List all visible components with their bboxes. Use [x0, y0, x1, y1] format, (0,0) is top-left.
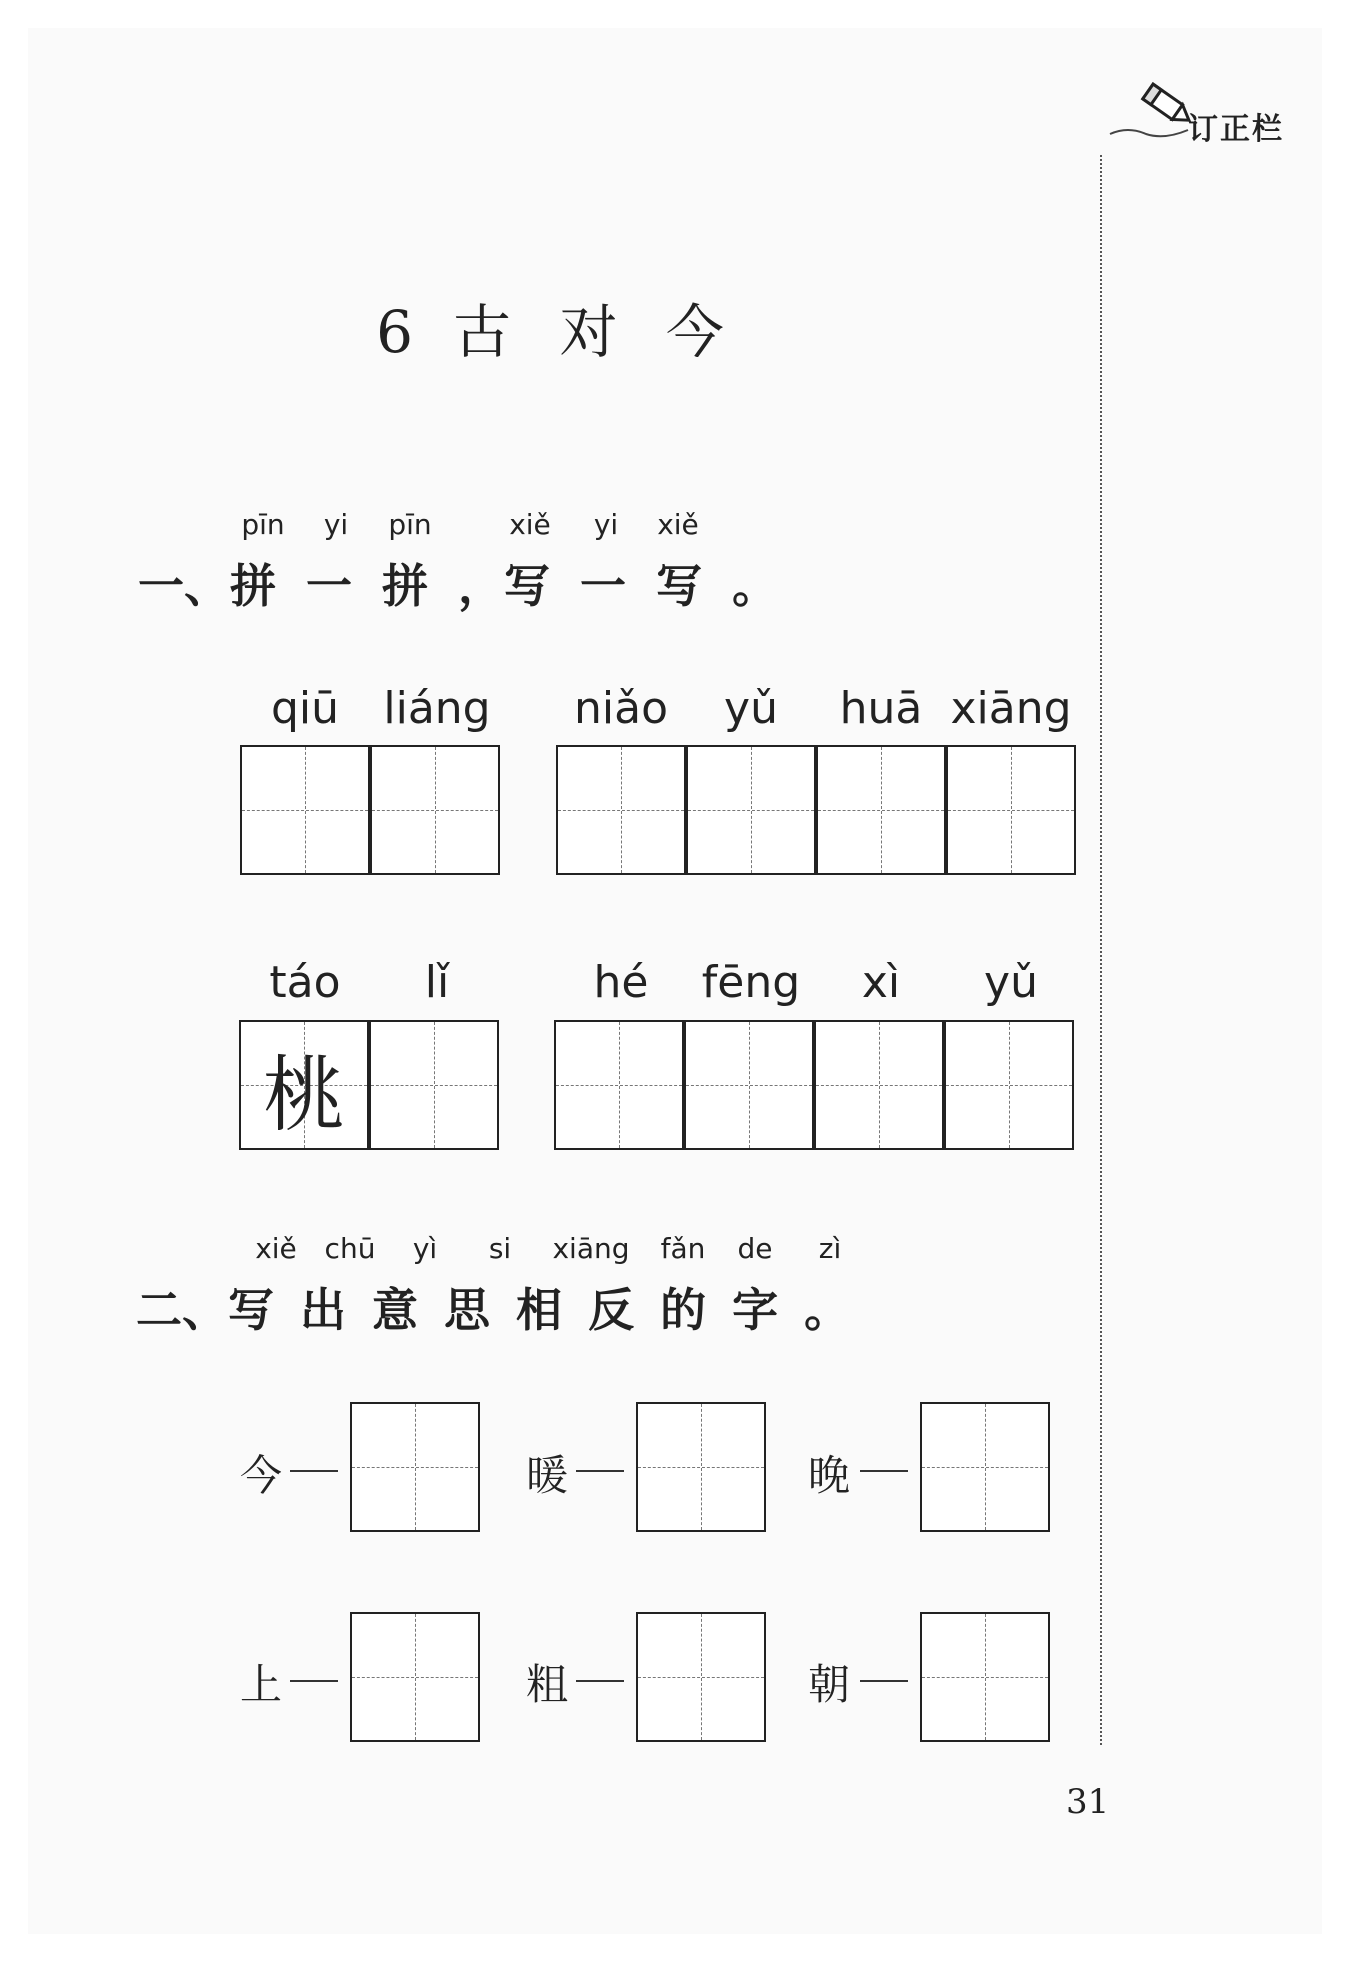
writing-grid-cell[interactable] [369, 1020, 499, 1150]
word-pinyin: táo [269, 957, 341, 1008]
antonym-prompt: 粗 [526, 1660, 569, 1709]
section2-pinyin: xiě [255, 1232, 297, 1265]
section1-heading: 一、拼 一 拼 ，写 一 写 。 [138, 559, 779, 613]
writing-grid-cell[interactable] [240, 745, 370, 875]
writing-grid-cell[interactable] [686, 745, 816, 875]
word-pinyin: xiāng [950, 683, 1072, 734]
antonym-prompt: 今 [240, 1451, 283, 1500]
antonym-dash [290, 1680, 338, 1682]
word-pinyin: qiū [270, 683, 340, 734]
word-pinyin: hé [593, 957, 649, 1008]
writing-grid-cell[interactable] [814, 1020, 944, 1150]
antonym-answer-cell[interactable] [636, 1402, 766, 1532]
section1-pinyin: pīn [241, 508, 285, 541]
page-number: 31 [1066, 1782, 1110, 1822]
writing-grid-cell[interactable] [944, 1020, 1074, 1150]
section2-pinyin: zì [818, 1232, 842, 1265]
writing-grid-cell[interactable] [370, 745, 500, 875]
writing-grid-cell[interactable] [816, 745, 946, 875]
section2-pinyin: si [488, 1232, 512, 1265]
lesson-title [0, 285, 1100, 369]
antonym-dash [576, 1680, 624, 1682]
section2-pinyin: chū [324, 1232, 376, 1265]
pencil-icon [1108, 82, 1192, 142]
writing-grid-cell[interactable] [946, 745, 1076, 875]
word-pinyin: yǔ [724, 683, 778, 734]
section1-pinyin: xiě [657, 508, 699, 541]
correction-column-label: 订正栏 [1188, 112, 1284, 147]
writing-grid-cell[interactable] [554, 1020, 684, 1150]
writing-grid-cell[interactable] [684, 1020, 814, 1150]
antonym-answer-cell[interactable] [920, 1402, 1050, 1532]
word-pinyin: xì [861, 957, 901, 1008]
lesson-title-text: 古 对 今 [453, 298, 724, 366]
writing-grid-cell[interactable] [239, 1020, 369, 1150]
antonym-prompt: 晚 [808, 1451, 851, 1500]
antonym-dash [576, 1470, 624, 1472]
antonym-answer-cell[interactable] [350, 1612, 480, 1742]
section2-pinyin: yì [412, 1232, 438, 1265]
word-pinyin: fēng [701, 957, 801, 1008]
word-pinyin: yǔ [984, 957, 1038, 1008]
lesson-number: 6 [376, 298, 414, 366]
word-pinyin: niǎo [574, 683, 668, 734]
antonym-answer-cell[interactable] [636, 1612, 766, 1742]
section2-pinyin: xiāng [552, 1232, 630, 1265]
word-pinyin: huā [839, 683, 923, 734]
writing-grid-cell[interactable] [556, 745, 686, 875]
word-pinyin: lǐ [424, 957, 450, 1008]
section1-pinyin: yi [323, 508, 349, 541]
word-pinyin: liáng [383, 683, 491, 734]
section1-pinyin: yi [593, 508, 619, 541]
section1-pinyin: pīn [388, 508, 432, 541]
antonym-prompt: 朝 [808, 1660, 851, 1709]
correction-column-divider [1100, 155, 1102, 1745]
antonym-prompt: 暖 [526, 1451, 569, 1500]
antonym-answer-cell[interactable] [350, 1402, 480, 1532]
example-character: 桃 [262, 1048, 345, 1143]
section2-pinyin: fǎn [660, 1232, 706, 1265]
antonym-dash [860, 1470, 908, 1472]
section1-pinyin: xiě [509, 508, 551, 541]
antonym-answer-cell[interactable] [920, 1612, 1050, 1742]
antonym-dash [290, 1470, 338, 1472]
antonym-dash [860, 1680, 908, 1682]
antonym-prompt: 上 [240, 1660, 283, 1709]
section2-heading: 二、写 出 意 思 相 反 的 字 。 [136, 1283, 851, 1337]
section2-pinyin: de [737, 1232, 773, 1265]
